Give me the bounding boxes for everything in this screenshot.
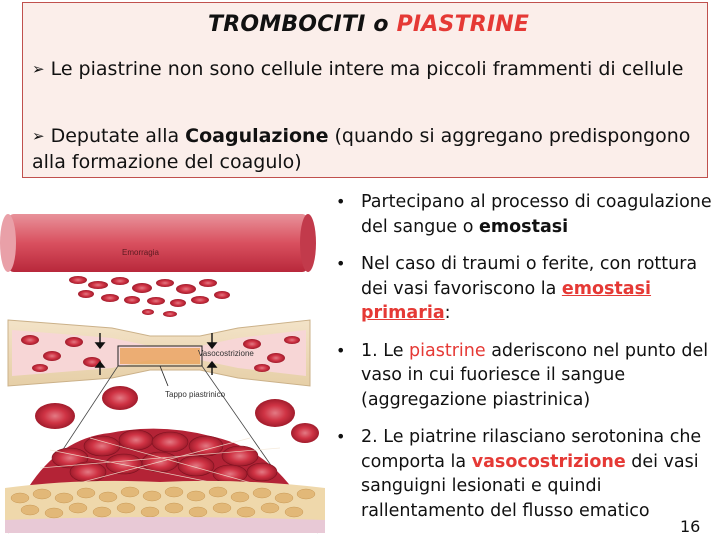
arrow-bullet-icon: ➢: [32, 127, 45, 145]
bullet-dot: •: [336, 254, 346, 273]
vessel-top: [0, 214, 316, 272]
label-tappo-piastrinico: Tappo piastrinico: [165, 390, 226, 399]
bullet-2-highlight: emostasi primaria: [361, 278, 652, 323]
page-number: 16: [680, 517, 701, 536]
intro-line-1: Le piastrine non sono cellule intere ma piccoli frammenti di cellule: [50, 58, 684, 80]
hemostasis-illustration: [0, 188, 330, 538]
bullet-4-highlight: vasocostrizione: [471, 451, 626, 472]
bullet-item-3: [333, 339, 718, 413]
intro-line-2-bold: Coagulazione: [185, 125, 329, 147]
bullet-dot: •: [336, 340, 346, 360]
bullet-2-end: :: [444, 303, 451, 323]
bullet-item-1: [333, 190, 718, 239]
bullet-list: [333, 190, 718, 536]
bullet-3-pre: 1. Le: [361, 340, 410, 361]
bullet-3-highlight: piastrine: [409, 340, 486, 361]
intro-line-2-suffix: (quando si aggregano predispongono alla formazione del coagulo): [32, 125, 691, 173]
bullet-2-text: Nel caso di traumi o ferite, con rottura dei vasi favoriscono la: [361, 254, 698, 299]
intro-box: [22, 2, 708, 178]
intro-line-2-prefix: Deputate alla: [50, 125, 186, 147]
bullet-1-text: Partecipano al processo di coagulazione del sangue o: [361, 192, 712, 237]
title-piastrine: PIASTRINE: [396, 12, 530, 37]
bullet-item-4: [333, 425, 718, 523]
bullet-4-pre: 2. Le piatrine rilasciano serotonina che comporta la: [361, 427, 702, 472]
bullet-3-post: aderiscono nel punto del vaso in cui fuoriesce il sangue (aggregazione piastrinica): [361, 340, 709, 410]
label-emorragia: Emorragia: [122, 248, 159, 257]
bullet-1-bold: emostasi: [479, 216, 569, 237]
bullet-dot: •: [336, 427, 346, 446]
bullet-dot: •: [336, 192, 346, 211]
intro-paragraph-2: [32, 124, 702, 175]
bleeding-cells: [69, 276, 230, 317]
slide-title: [208, 12, 529, 37]
bullet-4-post: dei vasi sanguigni lesionati e quindi rallentamento del flusso ematico: [361, 451, 699, 521]
arrow-bullet-icon: ➢: [32, 60, 45, 78]
bullet-item-2: [333, 252, 718, 326]
intro-paragraph-1: [32, 57, 702, 83]
label-vasocostrizione: Vasocostrizione: [198, 349, 254, 358]
magnified-clot: [5, 386, 325, 533]
title-o: o: [365, 12, 397, 37]
title-trombociti: TROMBOCITI: [208, 12, 366, 37]
vessel-middle: [8, 320, 310, 386]
